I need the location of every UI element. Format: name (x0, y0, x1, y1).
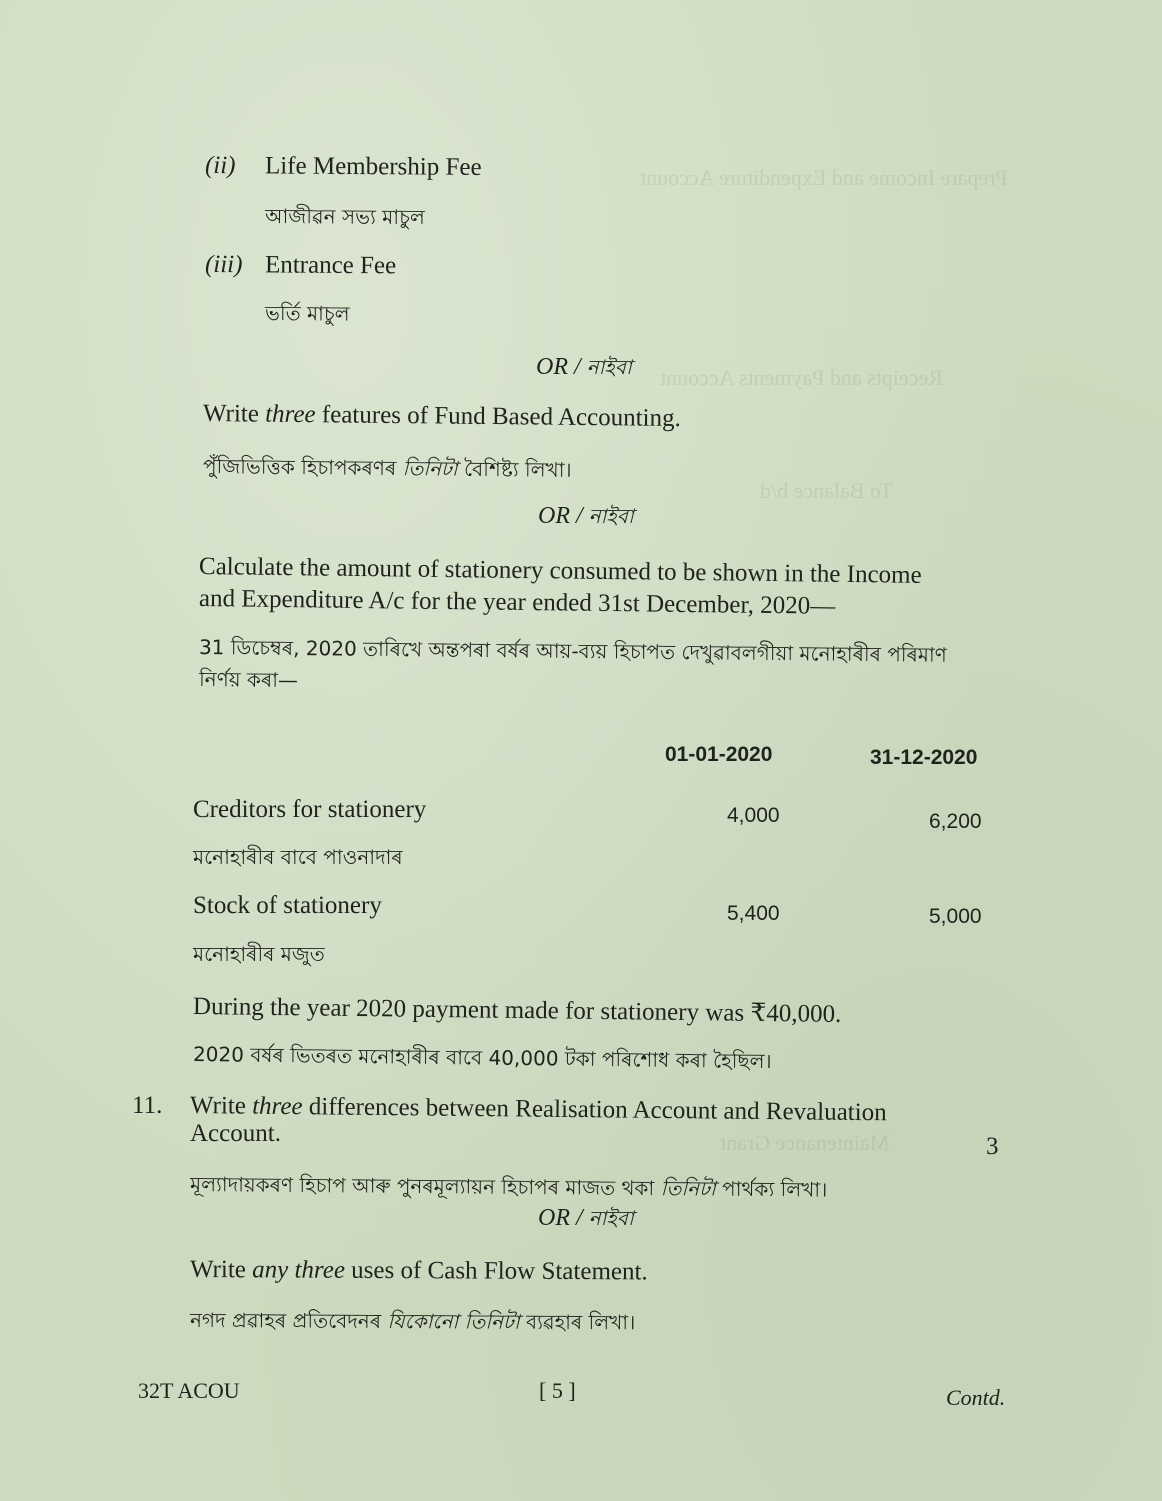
text: features of Fund Based Accounting. (315, 401, 681, 433)
or-bengali: নাইবা (588, 504, 634, 528)
or-english: OR / (538, 503, 583, 529)
or-bengali: নাইবা (586, 355, 632, 379)
question-fund-bengali (203, 452, 572, 489)
emphasis: তিনিটা (660, 1176, 716, 1201)
item-iii-bengali: ভৰ্তি মাচুল (264, 301, 350, 326)
show-through-text: To Balance b/d (760, 478, 893, 503)
or-separator (538, 502, 634, 535)
text: Write (189, 1092, 253, 1120)
table-cell-value: 5,400 (727, 902, 780, 925)
emphasis: three (252, 1092, 303, 1121)
text: Write (202, 400, 266, 428)
table-row-label-bengali: মনোহাৰীৰ বাবে পাওনাদাৰ (193, 845, 403, 869)
table-row-label: Stock of stationery (193, 892, 382, 919)
table-cell-value: 6,200 (929, 810, 982, 833)
or-english: OR / (538, 1205, 583, 1231)
emphasis: তিনিটা (402, 456, 458, 481)
table-cell-value: 4,000 (727, 804, 780, 827)
table-row-label-bengali: মনোহাৰীৰ মজুত (193, 942, 325, 966)
table-cell-value: 5,000 (929, 905, 982, 928)
question-11-english-line1 (190, 1092, 887, 1127)
emphasis: যিকোনো তিনিটা (387, 1309, 520, 1334)
text: পুঁজিভিত্তিক হিচাপকৰণৰ (202, 454, 403, 481)
text: বৈশিষ্ট্য লিখা। (457, 456, 572, 482)
or-english: OR / (536, 354, 581, 380)
item-iii-english: Entrance Fee (264, 251, 397, 280)
show-through-text: Receipts and Payments Account (660, 365, 943, 390)
paper-code: 32T ACOU (138, 1378, 240, 1403)
show-through-text: Maintenance Grant (720, 1130, 890, 1155)
page-number: [ 5 ] (539, 1378, 576, 1403)
show-through-text: Prepare Income and Expenditure Account (640, 165, 1008, 190)
item-ii-bengali: আজীৱন সভ্য মাচুল (264, 204, 425, 230)
text: Write (189, 1256, 253, 1284)
item-iii (205, 251, 396, 280)
marks: 3 (986, 1133, 999, 1160)
payment-note-bengali: 2020 বৰ্ষৰ ভিতৰত মনোহাৰীৰ বাবে 40,000 টকা পৰিশোধ কৰা হৈছিল। (192, 1042, 772, 1074)
text: মূল্যাদায়কৰণ হিচাপ আৰু পুনৰমূল্যায়ন হিচাপৰ মাজত থকা (189, 1172, 661, 1201)
table-row-label: Creditors for stationery (193, 796, 427, 823)
question-stationery-line2: and Expenditure A/c for the year ended 31st December, 2020— (198, 585, 836, 620)
table-header-closing: 31-12-2020 (870, 746, 978, 769)
or-bengali: নাইবা (588, 1206, 634, 1230)
question-stationery-line1: Calculate the amount of stationery consumed to be shown in the Income (198, 553, 922, 589)
question-stationery-bengali-line1: 31 ডিচেম্বৰ, 2020 তাৰিখে অন্তপৰা বৰ্ষৰ আয়-ব্যয় হিচাপত দেখুৱাবলগীয়া মনোহাৰীৰ পৰিমাণ (198, 635, 947, 667)
table-header-opening: 01-01-2020 (665, 743, 773, 766)
text: নগদ প্ৰৱাহৰ প্ৰতিবেদনৰ (189, 1308, 388, 1334)
or-separator (538, 1204, 634, 1237)
text: ব্যৱহাৰ লিখা। (519, 1309, 636, 1335)
question-stationery-bengali-line2: নিৰ্ণয় কৰা— (198, 667, 299, 693)
item-iii-number: (iii) (204, 251, 243, 279)
question-cashflow-english (190, 1256, 648, 1286)
payment-note-english: During the year 2020 payment made for stationery was ₹40,000. (192, 993, 842, 1028)
text: uses of Cash Flow Statement. (344, 1256, 648, 1286)
item-ii (205, 152, 482, 182)
text: differences between Realisation Account and Revaluation (302, 1093, 887, 1127)
emphasis: three (265, 400, 316, 429)
emphasis: any three (252, 1256, 346, 1284)
continued-label: Contd. (946, 1385, 1006, 1410)
question-fund-english (203, 400, 681, 433)
text: পাৰ্থক্য লিখা। (715, 1176, 828, 1202)
question-number: 11. (132, 1092, 163, 1119)
question-11-bengali (190, 1170, 828, 1209)
question-11-english-line2: Account. (190, 1120, 281, 1147)
question-cashflow-bengali (190, 1306, 635, 1341)
item-ii-number: (ii) (204, 152, 236, 180)
or-separator (536, 353, 632, 386)
item-ii-english: Life Membership Fee (264, 152, 482, 181)
